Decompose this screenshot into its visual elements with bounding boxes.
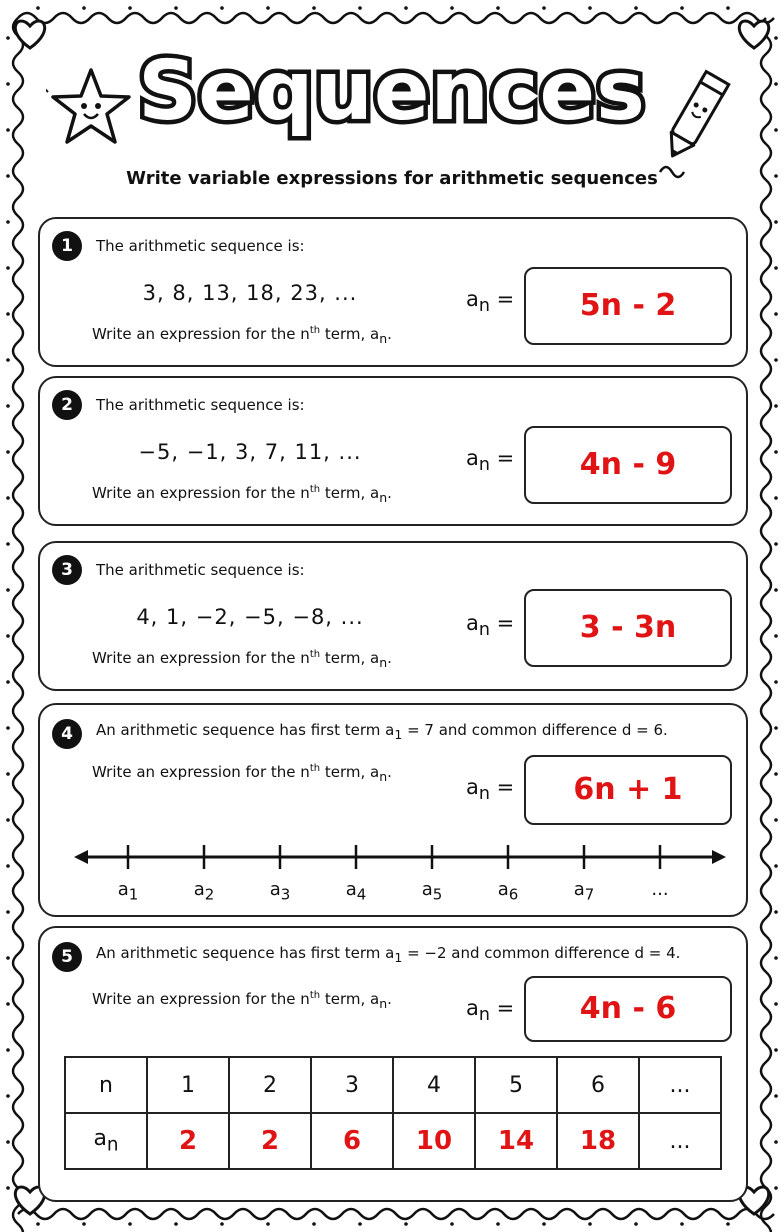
sequence-terms: 4, 1, −2, −5, −8, ...: [136, 605, 364, 629]
problem-title: The arithmetic sequence is:: [96, 561, 305, 579]
problem-number-badge: 2: [52, 390, 82, 420]
sequence-table: [64, 1056, 722, 1170]
number-line: [70, 833, 730, 873]
number-line-label: ...: [651, 879, 669, 900]
problem-prompt: Write an expression for the $n^{th}$ term, $a_n$.: [92, 990, 392, 1011]
problem-card-5: [38, 926, 748, 1202]
number-line-label: $a_7$: [573, 879, 595, 904]
table-cell: ...: [639, 1113, 721, 1169]
title-area: [0, 20, 784, 170]
page-title: Sequences: [138, 44, 646, 139]
number-line-label: $a_2$: [193, 879, 215, 904]
problem-card-2: [38, 376, 748, 526]
an-label: $a_n$ =: [466, 775, 515, 805]
table-row: [65, 1057, 721, 1113]
problem-card-4: [38, 703, 748, 917]
number-line-label: $a_6$: [497, 879, 519, 904]
answer-cell[interactable]: 2: [229, 1113, 311, 1169]
problem-title: An arithmetic sequence has first term $a_1 = 7$ and common difference d = 6.: [96, 721, 668, 742]
row-header-an: $a_n$: [65, 1113, 147, 1169]
problem-prompt: Write an expression for the $n^{th}$ term, $a_n$.: [92, 763, 392, 784]
answer-cell[interactable]: 2: [147, 1113, 229, 1169]
an-label: $a_n$ =: [466, 446, 515, 476]
answer-box[interactable]: 4n - 9: [524, 426, 732, 504]
table-cell: ...: [639, 1057, 721, 1113]
answer-box[interactable]: 4n - 6: [524, 976, 732, 1042]
row-header-n: n: [65, 1057, 147, 1113]
problem-card-3: [38, 541, 748, 691]
problem-number-badge: 4: [52, 719, 82, 749]
table-cell: 3: [311, 1057, 393, 1113]
answer-box[interactable]: 5n - 2: [524, 267, 732, 345]
sequence-terms: 3, 8, 13, 18, 23, ...: [142, 281, 358, 305]
problem-title: The arithmetic sequence is:: [96, 237, 305, 255]
answer-cell[interactable]: 6: [311, 1113, 393, 1169]
answer-cell[interactable]: 10: [393, 1113, 475, 1169]
table-cell: 4: [393, 1057, 475, 1113]
page-subtitle: Write variable expressions for arithmetic sequences: [126, 168, 658, 189]
problem-card-1: [38, 217, 748, 367]
problem-prompt: Write an expression for the $n^{th}$ term, $a_n$.: [92, 484, 392, 505]
number-line-label: $a_3$: [269, 879, 291, 904]
table-cell: 2: [229, 1057, 311, 1113]
an-label: $a_n$ =: [466, 287, 515, 317]
table-cell: 6: [557, 1057, 639, 1113]
an-label: $a_n$ =: [466, 996, 515, 1026]
sequence-terms: −5, −1, 3, 7, 11, ...: [138, 440, 362, 464]
problem-number-badge: 5: [52, 942, 82, 972]
problem-prompt: Write an expression for the $n^{th}$ term, $a_n$.: [92, 649, 392, 670]
problem-title: The arithmetic sequence is:: [96, 396, 305, 414]
answer-cell[interactable]: 18: [557, 1113, 639, 1169]
an-label: $a_n$ =: [466, 611, 515, 641]
answer-cell[interactable]: 14: [475, 1113, 557, 1169]
number-line-label: $a_1$: [117, 879, 139, 904]
problem-prompt: Write an expression for the $n^{th}$ term, $a_n$.: [92, 325, 392, 346]
number-line-label: $a_5$: [421, 879, 443, 904]
problem-number-badge: 3: [52, 555, 82, 585]
table-row: [65, 1113, 721, 1169]
table-cell: 1: [147, 1057, 229, 1113]
problem-title: An arithmetic sequence has first term $a_1 = -2$ and common difference d = 4.: [96, 944, 681, 965]
answer-box[interactable]: 6n + 1: [524, 755, 732, 825]
table-cell: 5: [475, 1057, 557, 1113]
answer-box[interactable]: 3 - 3n: [524, 589, 732, 667]
number-line-label: $a_4$: [345, 879, 367, 904]
problem-number-badge: 1: [52, 231, 82, 261]
